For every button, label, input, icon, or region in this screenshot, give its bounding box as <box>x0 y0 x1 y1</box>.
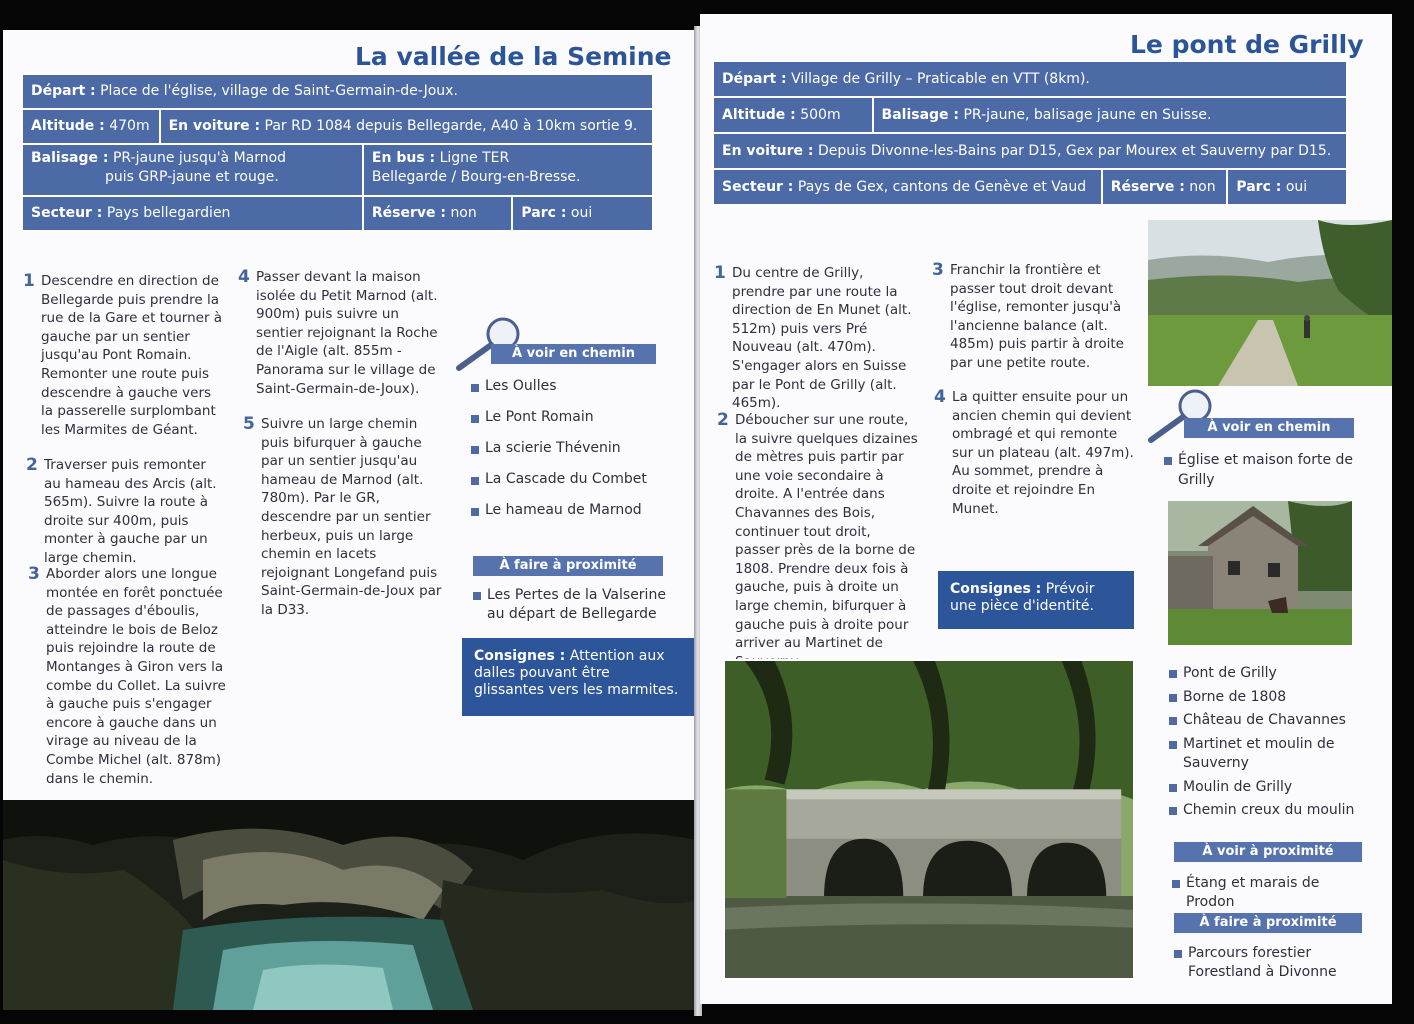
left-info-table <box>21 73 654 232</box>
right-proximite-list <box>1172 874 1372 912</box>
left-altitude-label: Altitude : <box>31 118 105 134</box>
consignes-text: Attention aux dalles pouvant être glissantes vers les marmites. <box>474 648 679 698</box>
right-parc-label: Parc : <box>1236 179 1282 195</box>
right-title: Le pont de Grilly <box>1130 30 1364 59</box>
left-faire-list <box>473 586 673 624</box>
list-item: Les Oulles <box>471 378 671 409</box>
step-number: 2 <box>717 410 729 430</box>
list-item: Château de Chavannes <box>1169 711 1369 731</box>
left-consignes-box <box>462 638 694 716</box>
stone-bridge-photo <box>723 659 1135 980</box>
left-faire-title: À faire à proximité <box>473 556 663 576</box>
left-depart-value: Place de l'église, village de Saint-Germain-de-Joux. <box>100 83 458 99</box>
step-text: Passer devant la maison isolée du Petit Marnod (alt. 900m) puis suivre un sentier rejoignant la Roche de l'Aigle (alt. 855m - Panorama sur le village de Saint-Germain-de-Joux). <box>256 269 438 397</box>
right-secteur-cell <box>713 169 1102 205</box>
left-step-1 <box>23 272 223 439</box>
right-reserve-value: non <box>1189 179 1216 195</box>
left-parc-label: Parc : <box>521 205 567 221</box>
step-text: Franchir la frontière et passer tout droit devant l'église, remonter jusqu'à l'ancienne balance (alt. 485m) puis partir à droite par une petite route. <box>950 262 1124 371</box>
right-step-1 <box>714 264 916 413</box>
right-step-2 <box>717 411 919 671</box>
left-river-gorge-photo <box>3 800 697 1010</box>
right-parc-value: oui <box>1285 179 1308 195</box>
left-balisage-value-2: puis GRP-jaune et rouge. <box>105 169 279 185</box>
right-depart-label: Départ : <box>722 71 787 87</box>
right-info-table <box>712 60 1348 206</box>
left-bus-cell <box>363 144 653 196</box>
list-item: Le hameau de Marnod <box>471 502 671 533</box>
right-proximite-title: À voir à proximité <box>1174 842 1362 862</box>
step-text: Déboucher sur une route, la suivre quelques dizaines de mètres puis partir par une voie secondaire à droite. A l'entrée dans Chavannes des Bois, continuer tout droit, passer près de la borne de 1808. Prendre deux fois à gauche, puis à droite un large chemin, bifurquer à gauche puis à droite pour arriver au Martinet de <box>735 412 918 652</box>
left-reserve-cell <box>363 196 513 231</box>
right-step-4 <box>934 388 1138 518</box>
left-bus-value-2: Bellegarde / Bourg-en-Bresse. <box>371 169 581 185</box>
left-secteur-label: Secteur : <box>31 205 103 221</box>
step-number: 1 <box>23 271 35 291</box>
right-reserve-cell <box>1102 169 1228 205</box>
left-bus-value-1: Ligne TER <box>439 150 510 166</box>
left-step-5 <box>243 415 443 620</box>
right-voiture-value: Depuis Divonne-les-Bains par D15, Gex par Mourex et Sauverny par D15. <box>817 143 1332 159</box>
consignes-text: Prévoir une pièce d'identité. <box>950 581 1095 614</box>
right-voir-title: À voir en chemin <box>1184 418 1354 438</box>
list-item: La scierie Thévenin <box>471 440 671 471</box>
left-secteur-value: Pays bellegardien <box>106 205 231 221</box>
right-parc-cell <box>1227 169 1347 205</box>
right-consignes-box <box>938 571 1134 629</box>
left-parc-cell <box>512 196 653 231</box>
list-item: Le Pont Romain <box>471 409 671 440</box>
house-photo <box>1168 501 1352 645</box>
list-item: Parcours forestier Forestland à Divonne <box>1174 944 1354 982</box>
right-altitude-label: Altitude : <box>722 107 796 123</box>
left-step-2 <box>26 456 226 568</box>
step-text: Traverser puis remonter au hameau des Arcis (alt. 565m). Suivre la route à droite sur 400m, puis monter à gauche par un large chemin. <box>44 457 217 566</box>
left-depart-cell <box>22 74 653 109</box>
left-secteur-cell <box>22 196 363 231</box>
right-secteur-label: Secteur : <box>722 179 794 195</box>
step-number: 3 <box>28 564 40 584</box>
list-item: Église et maison forte de Grilly <box>1164 451 1364 490</box>
right-depart-value: Village de Grilly – Praticable en VTT (8km). <box>791 71 1090 87</box>
list-item: Étang et marais de Prodon <box>1172 874 1372 912</box>
right-altitude-value: 500m <box>800 107 841 123</box>
left-voir-title: À voir en chemin <box>491 344 656 364</box>
left-altitude-cell <box>22 109 160 144</box>
left-voiture-value: Par RD 1084 depuis Bellegarde, A40 à 10km sortie 9. <box>264 118 638 134</box>
left-step-3 <box>28 565 228 788</box>
step-number: 2 <box>26 455 38 475</box>
left-altitude-value: 470m <box>109 118 150 134</box>
left-depart-label: Départ : <box>31 83 96 99</box>
step-number: 3 <box>932 260 944 280</box>
step-number: 1 <box>714 263 726 283</box>
step-text: Descendre en direction de Bellegarde puis prendre la rue de la Gare et tourner à gauche par un sentier jusqu'au Pont Romain. Remonter une route puis descendre à gauche vers la passerelle surplombant les Marmites de Géant. <box>41 273 223 438</box>
left-voiture-cell <box>160 109 653 144</box>
step-number: 4 <box>934 387 946 407</box>
right-page <box>700 14 1392 1004</box>
right-balisage-label: Balisage : <box>881 107 960 123</box>
list-item: Moulin de Grilly <box>1169 778 1369 798</box>
list-item: La Cascade du Combet <box>471 471 671 502</box>
right-altitude-cell <box>713 97 873 133</box>
left-balisage-value-1: PR-jaune jusqu'à Marnod <box>112 150 287 166</box>
left-reserve-value: non <box>450 205 477 221</box>
left-balisage-cell <box>22 144 363 196</box>
step-number: 4 <box>238 267 250 287</box>
left-parc-value: oui <box>570 205 593 221</box>
right-balisage-cell <box>873 97 1347 133</box>
left-title: La vallée de la Semine <box>355 42 672 71</box>
right-voiture-cell <box>713 133 1347 169</box>
step-number: 5 <box>243 414 255 434</box>
list-item: Borne de 1808 <box>1169 688 1369 708</box>
left-bus-label: En bus : <box>371 150 436 166</box>
right-voir-list <box>1169 664 1369 825</box>
right-faire-list <box>1174 944 1354 982</box>
left-voir-list <box>471 378 671 533</box>
consignes-label: Consignes : <box>474 648 566 664</box>
list-item: Les Pertes de la Valserine au départ de Bellegarde <box>473 586 673 624</box>
right-reserve-label: Réserve : <box>1110 179 1185 195</box>
left-reserve-label: Réserve : <box>371 205 446 221</box>
left-voiture-label: En voiture : <box>168 118 261 134</box>
consignes-label: Consignes : <box>950 581 1042 597</box>
right-faire-title: À faire à proximité <box>1174 913 1362 933</box>
right-secteur-value: Pays de Gex, cantons de Genève et Vaud <box>797 179 1087 195</box>
list-item: Martinet et moulin de Sauverny <box>1169 735 1369 774</box>
step-text: La quitter ensuite pour un ancien chemin qui devient ombragé et qui remonte sur un plateau (alt. 497m). Au sommet, prendre à droite et rejoindre En Munet. <box>952 389 1134 517</box>
right-voir-top-list <box>1164 451 1364 490</box>
right-depart-cell <box>713 61 1347 97</box>
list-item: Chemin creux du moulin <box>1169 801 1369 821</box>
right-balisage-value: PR-jaune, balisage jaune en Suisse. <box>963 107 1212 123</box>
list-item: Pont de Grilly <box>1169 664 1369 684</box>
path-landscape-photo <box>1148 220 1392 386</box>
step-text: Suivre un large chemin puis bifurquer à gauche par un sentier jusqu'au hameau de Marnod (alt. 780m). Par le GR, descendre par un sentier herbeux, puis un large chemin en lacets rejoignant Longefand puis Saint-Germain-de-Joux par la D33. <box>261 416 442 618</box>
right-voiture-label: En voiture : <box>722 143 814 159</box>
left-step-4 <box>238 268 440 398</box>
step-text: Du centre de Grilly, prendre par une route la direction de En Munet (alt. 512m) puis vers Pré Nouveau (alt. 470m). S'engager alors en Suisse par le Pont de Grilly (alt. 465m). <box>732 265 912 412</box>
step-text: Aborder alors une longue montée en forêt ponctuée de passages d'éboulis, atteindre le bois de Beloz puis rejoindre la route de Montanges à Giron vers la combe du Collet. La suivre à gauche puis s'engager encore à gauche dans un virage au niveau de la Combe Michel (alt. 878m) dans le chemin. <box>46 566 226 787</box>
right-step-3 <box>932 261 1138 373</box>
left-balisage-label: Balisage : <box>31 150 109 166</box>
left-page <box>3 30 697 1010</box>
